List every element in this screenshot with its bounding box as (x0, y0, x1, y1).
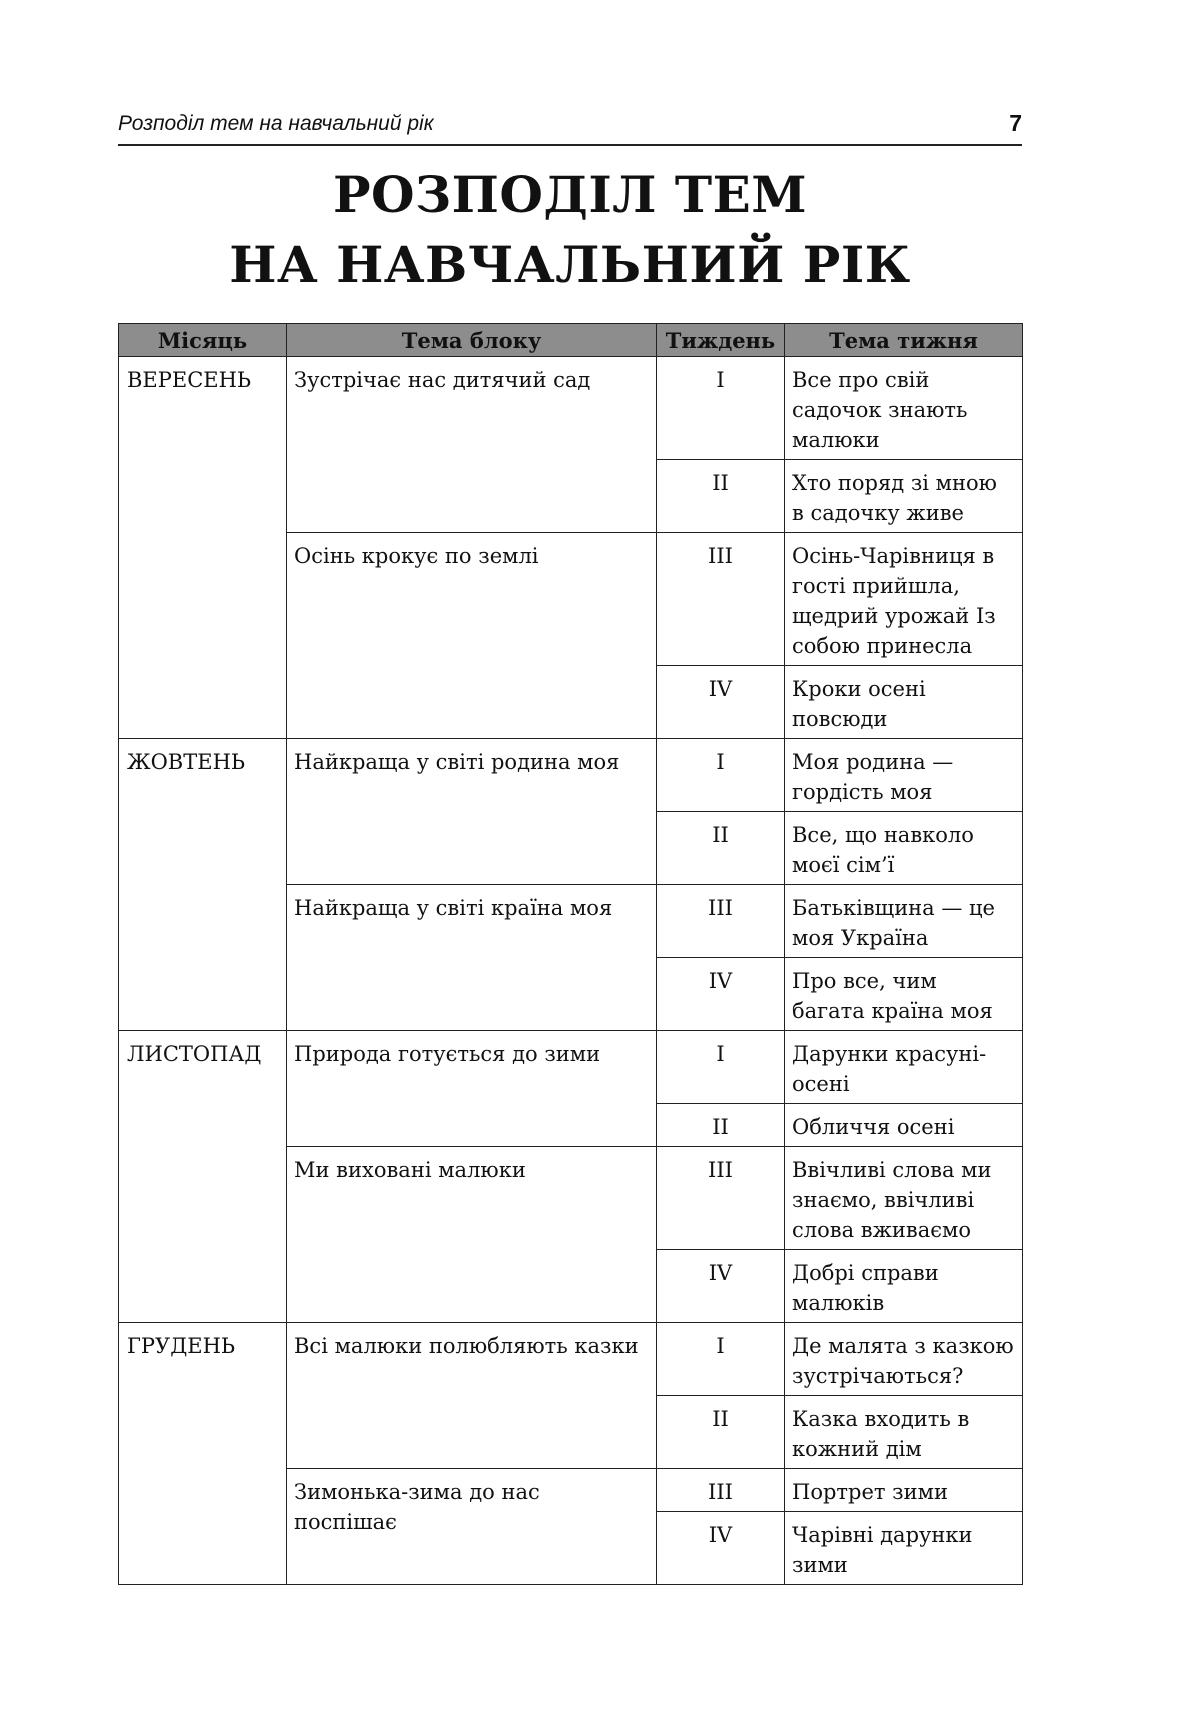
table-body (119, 357, 1023, 1585)
table-row (119, 1031, 1023, 1104)
block-theme-cell: Зимонька-зима до нас поспішає (287, 1469, 657, 1585)
week-theme-cell: Добрі справи малюків (785, 1250, 1023, 1323)
week-theme-cell: Дарунки красуні-осені (785, 1031, 1023, 1104)
column-header-week: Тиждень (657, 324, 785, 357)
week-theme-cell: Де малята з казкою зустрічаються? (785, 1323, 1023, 1396)
week-theme-cell: Обличчя осені (785, 1104, 1023, 1147)
week-number-cell: I (657, 739, 785, 812)
week-theme-cell: Ввічливі слова ми знаємо, ввічливі слова вживаємо (785, 1147, 1023, 1250)
week-theme-cell: Портрет зими (785, 1469, 1023, 1512)
week-number-cell: IV (657, 1250, 785, 1323)
block-theme-cell: Найкраща у світі країна моя (287, 885, 657, 1031)
month-cell: ГРУДЕНЬ (119, 1323, 287, 1585)
week-theme-cell: Про все, чим багата країна моя (785, 958, 1023, 1031)
week-number-cell: II (657, 812, 785, 885)
themes-table (118, 323, 1023, 1585)
week-number-cell: III (657, 1469, 785, 1512)
column-header-month: Місяць (119, 324, 287, 357)
week-theme-cell: Чарівні дарунки зими (785, 1512, 1023, 1585)
page-number: 7 (1009, 110, 1022, 136)
block-theme-cell: Ми виховані малюки (287, 1147, 657, 1323)
week-number-cell: IV (657, 958, 785, 1031)
week-number-cell: IV (657, 666, 785, 739)
page-title-line-1: РОЗПОДІЛ ТЕМ (332, 165, 808, 224)
running-header (118, 108, 1022, 146)
month-cell: ЛИСТОПАД (119, 1031, 287, 1323)
column-header-block-theme: Тема блоку (287, 324, 657, 357)
table-row (119, 1323, 1023, 1396)
week-number-cell: I (657, 357, 785, 460)
table-row (119, 357, 1023, 460)
week-theme-cell: Осінь-Чарівниця в гості прийшла, щедрий урожай Із собою принесла (785, 533, 1023, 666)
month-cell: ВЕРЕСЕНЬ (119, 357, 287, 739)
week-number-cell: III (657, 1147, 785, 1250)
week-number-cell: II (657, 1104, 785, 1147)
running-title: Розподіл тем на навчальний рік (118, 112, 434, 135)
table-header-row (119, 324, 1023, 357)
week-theme-cell: Все про свій садочок знають малюки (785, 357, 1023, 460)
week-number-cell: IV (657, 1512, 785, 1585)
week-theme-cell: Кроки осені повсюди (785, 666, 1023, 739)
block-theme-cell: Найкраща у світі родина моя (287, 739, 657, 885)
block-theme-cell: Зустрічає нас дитячий сад (287, 357, 657, 533)
block-theme-cell: Осінь крокує по землі (287, 533, 657, 739)
week-theme-cell: Хто поряд зі мною в садочку живе (785, 460, 1023, 533)
week-theme-cell: Казка входить в кожний дім (785, 1396, 1023, 1469)
week-number-cell: III (657, 885, 785, 958)
week-theme-cell: Все, що навколо моєї сім’ї (785, 812, 1023, 885)
page-title-line-2: НА НАВЧАЛЬНИЙ РІК (229, 235, 911, 294)
week-theme-cell: Моя родина — гордість моя (785, 739, 1023, 812)
block-theme-cell: Природа готується до зими (287, 1031, 657, 1147)
table-row (119, 739, 1023, 812)
block-theme-cell: Всі малюки полюбляють казки (287, 1323, 657, 1469)
week-number-cell: I (657, 1323, 785, 1396)
week-theme-cell: Батьківщина — це моя Україна (785, 885, 1023, 958)
week-number-cell: II (657, 460, 785, 533)
page-title (118, 160, 1022, 300)
column-header-week-theme: Тема тижня (785, 324, 1023, 357)
week-number-cell: III (657, 533, 785, 666)
week-number-cell: II (657, 1396, 785, 1469)
week-number-cell: I (657, 1031, 785, 1104)
month-cell: ЖОВТЕНЬ (119, 739, 287, 1031)
